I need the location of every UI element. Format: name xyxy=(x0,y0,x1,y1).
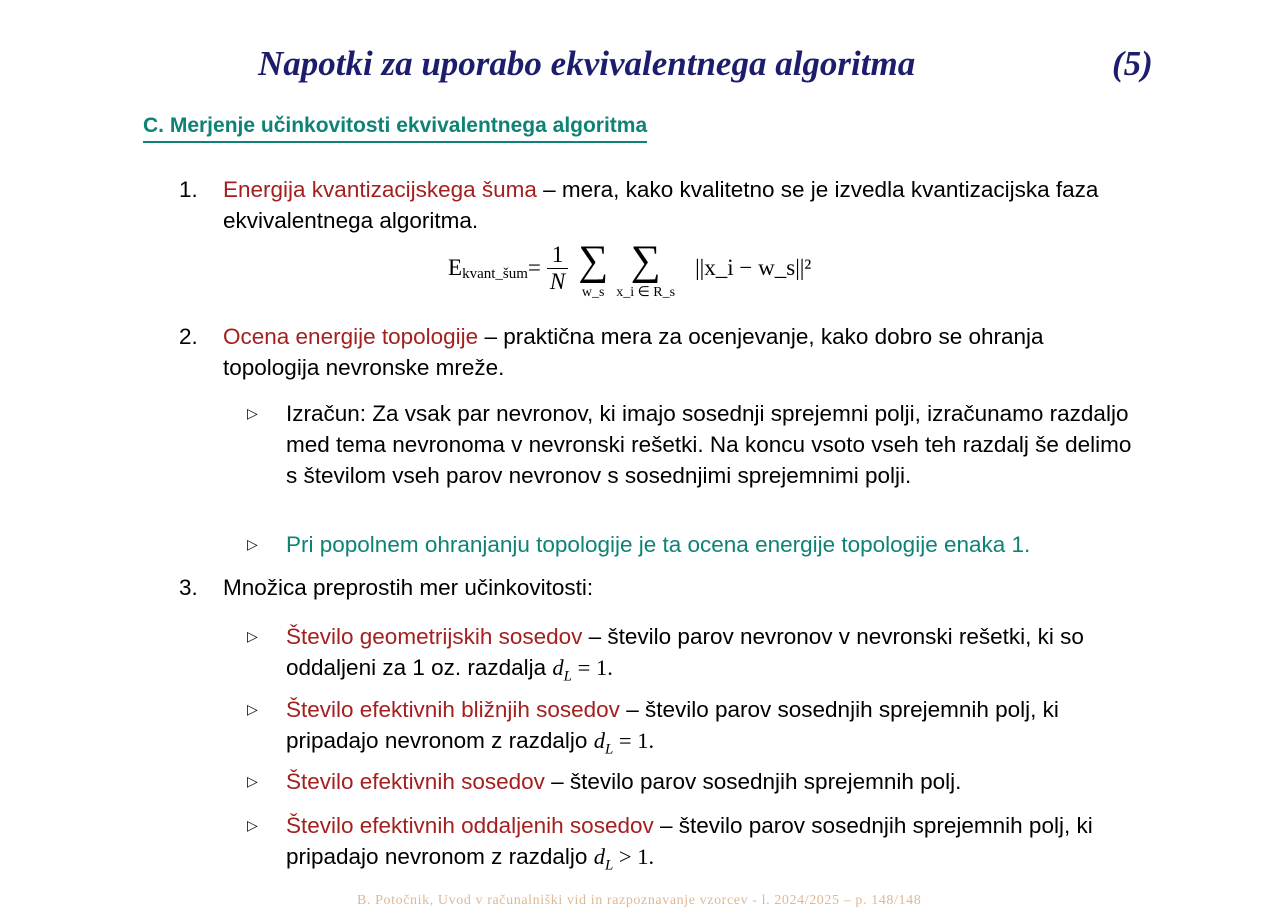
item-2-description: – praktična mera za ocenjevanje, kako dobro se ohranja topologija nevronske mreže. xyxy=(223,324,1044,380)
list-number-3: 3. xyxy=(179,575,198,600)
subitem-effective-neighbors xyxy=(286,766,1146,797)
subitem-text: – število parov sosednjih sprejemnih polj, ki pripadajo nevronom z razdaljo xyxy=(286,813,1093,869)
term-effective-neighbors: Število efektivnih sosedov xyxy=(286,769,545,794)
term-effective-near-neighbors: Število efektivnih bližnjih sosedov xyxy=(286,697,620,722)
subitem-geometric-neighbors xyxy=(286,621,1146,693)
slide-footer: B. Potočnik, Uvod v računalniški vid in razpoznavanje vzorcev - l. 2024/2025 – p. 148/148 xyxy=(357,893,922,908)
formula-sum-inner xyxy=(616,238,676,300)
bullet-icon: ▷ xyxy=(247,773,258,789)
list-number-1: 1. xyxy=(179,177,198,202)
list-item-2 xyxy=(223,321,1133,383)
math-relation: = 1. xyxy=(613,728,655,753)
sum-limit-inner: x_i ∈ R_s xyxy=(616,285,676,300)
formula-body: ||x_i − w_s||² xyxy=(695,255,812,280)
term-effective-distant-neighbors: Število efektivnih oddaljenih sosedov xyxy=(286,813,654,838)
quantization-noise-formula xyxy=(448,238,812,300)
sum-limit-outer: w_s xyxy=(581,285,605,300)
subitem-text: – število parov sosednjih sprejemnih polj, ki pripadajo nevronom z razdaljo xyxy=(286,697,1059,753)
subitem-text: – število parov sosednjih sprejemnih polj. xyxy=(544,769,962,794)
formula-lhs-subscript: kvant_šum xyxy=(462,265,528,282)
bullet-icon: ▷ xyxy=(247,701,258,717)
subitem-text: – število parov nevronov v nevronski rešetki, ki so oddaljeni za 1 oz. razdalja xyxy=(286,624,1084,680)
math-relation: = 1. xyxy=(572,655,613,680)
section-heading: C. Merjenje učinkovitosti ekvivalentnega algoritma xyxy=(143,114,647,143)
math-d: $d_L$ xyxy=(593,844,614,874)
list-number-2: 2. xyxy=(179,324,198,349)
term-geometric-neighbors: Število geometrijskih sosedov xyxy=(286,624,583,649)
slide-title: Napotki za uporabo ekvivalentnega algoritma xyxy=(258,44,916,83)
list-item-3: Množica preprostih mer učinkovitosti: xyxy=(223,575,594,600)
formula-numerator: 1 xyxy=(551,241,564,267)
term-quantization-noise-energy: Energija kvantizacijskega šuma xyxy=(223,177,537,202)
bullet-icon: ▷ xyxy=(247,536,258,552)
term-topology-energy: Ocena energije topologije xyxy=(223,324,479,349)
slide-title-number: (5) xyxy=(1112,44,1153,83)
subitem-effective-distant-neighbors xyxy=(286,810,1146,882)
subitem-effective-near-neighbors xyxy=(286,694,1146,766)
bullet-icon: ▷ xyxy=(247,628,258,644)
sum-symbol-inner: ∑ xyxy=(630,238,661,284)
formula-fraction xyxy=(547,242,568,295)
formula-equals: = xyxy=(527,255,541,280)
list-item-1 xyxy=(223,174,1133,236)
item-1-description: – mera, kako kvalitetno se je izvedla kvantizacijska faza ekvivalentnega algoritma. xyxy=(223,177,1099,233)
sum-symbol-outer: ∑ xyxy=(578,238,609,284)
formula-lhs: E xyxy=(448,255,463,280)
subitem-computation: Izračun: Za vsak par nevronov, ki imajo sosednji sprejemni polji, izračunamo razdaljo med tema nevronoma v nevronski rešetki. Na koncu vsoto vseh teh razdalj še delimo s številom vseh parov nevronov s sosednjimi sprejemnimi polji. xyxy=(286,401,1132,488)
math-relation: > 1. xyxy=(613,844,655,869)
math-d: $d_L$ xyxy=(552,655,573,685)
bullet-icon: ▷ xyxy=(247,405,258,421)
formula-denominator: N xyxy=(547,268,568,295)
subitem-perfect-preservation: Pri popolnem ohranjanju topologije je ta ocena energije topologije enaka 1. xyxy=(286,532,1031,557)
formula-sum-outer xyxy=(578,238,609,300)
math-d: $d_L$ xyxy=(593,728,614,758)
bullet-icon: ▷ xyxy=(247,817,258,833)
